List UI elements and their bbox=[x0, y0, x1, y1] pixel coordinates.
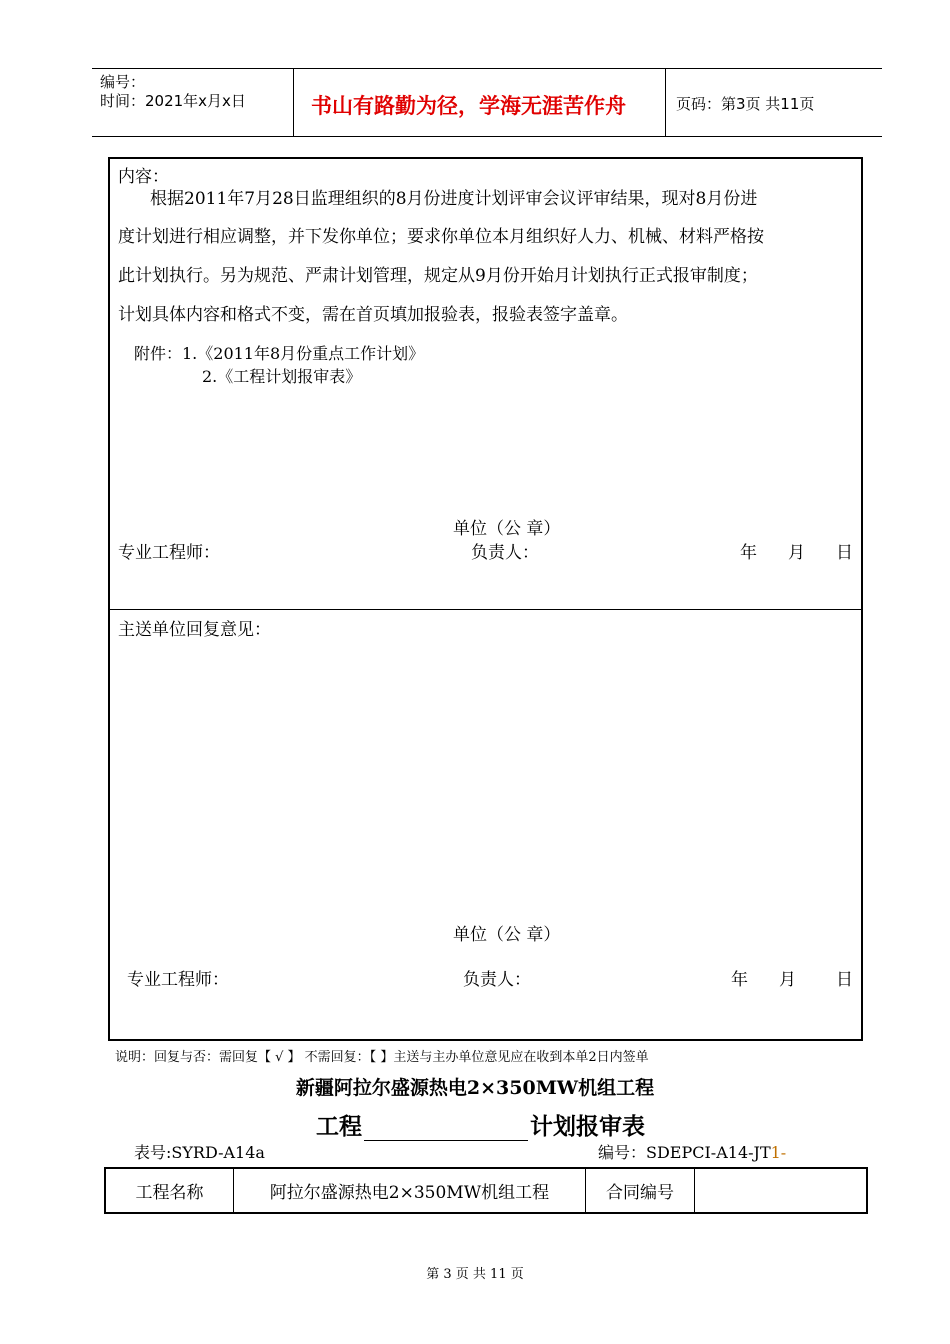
header-time-label: 时间：2021年x月x日 bbox=[100, 92, 246, 110]
footer-page-number: 第 3 页 共 11 页 bbox=[426, 1267, 524, 1282]
content-line-2: 度计划进行相应调整，并下发你单位；要求你单位本月组织好人力、机械、材料严格按 bbox=[118, 227, 764, 247]
content-line-4: 计划具体内容和格式不变，需在首页填加报验表，报验表签字盖章。 bbox=[118, 305, 628, 325]
unit-seal-bottom: 单位（公 章） bbox=[453, 925, 561, 945]
contract-number-label: 合同编号 bbox=[586, 1169, 695, 1212]
header-code-label: 编号： bbox=[100, 73, 146, 91]
serial-number bbox=[598, 1140, 786, 1163]
table-number: 表号:SYRD-A14a bbox=[134, 1143, 265, 1162]
day-label-bottom: 日 bbox=[836, 970, 853, 990]
serial-number-highlight: 1- bbox=[770, 1143, 787, 1162]
form-title-suffix: 计划报审表 bbox=[530, 1113, 645, 1140]
attachment-1: 附件：1.《2011年8月份重点工作计划》 bbox=[134, 344, 425, 363]
header-divider-left bbox=[293, 68, 294, 136]
attachment-2: 2.《工程计划报审表》 bbox=[202, 367, 362, 386]
project-title: 新疆阿拉尔盛源热电2×350MW机组工程 bbox=[295, 1077, 655, 1099]
header-top-rule bbox=[92, 68, 882, 69]
content-line-1: 根据2011年7月28日监理组织的8月份进度计划评审会议评审结果，现对8月份进 bbox=[150, 189, 758, 209]
project-name-label: 工程名称 bbox=[106, 1169, 234, 1212]
month-label-top: 月 bbox=[788, 543, 805, 563]
month-label-bottom: 月 bbox=[779, 970, 796, 990]
responsible-label-top: 负责人： bbox=[471, 543, 539, 563]
form-title bbox=[316, 1108, 645, 1141]
form-title-prefix: 工程 bbox=[316, 1113, 362, 1140]
responsible-label-bottom: 负责人： bbox=[463, 970, 531, 990]
reply-note: 说明：回复与否：需回复【 √ 】 不需回复：【 】主送与主办单位意见应在收到本单2日内签单 bbox=[115, 1050, 649, 1065]
content-label: 内容： bbox=[118, 167, 169, 187]
day-label-top: 日 bbox=[836, 543, 853, 563]
content-line-3: 此计划执行。另为规范、严肃计划管理，规定从9月份开始月计划执行正式报审制度； bbox=[118, 266, 758, 286]
reply-label: 主送单位回复意见： bbox=[118, 620, 271, 640]
info-table bbox=[104, 1167, 868, 1214]
header-bottom-rule bbox=[92, 136, 882, 137]
year-label-bottom: 年 bbox=[731, 970, 748, 990]
header-page-label: 页码：第3页 共11页 bbox=[676, 95, 815, 113]
project-name-blank[interactable] bbox=[364, 1114, 528, 1141]
year-label-top: 年 bbox=[740, 543, 757, 563]
form-section-divider bbox=[108, 609, 863, 610]
header-slogan: 书山有路勤为径，学海无涯苦作舟 bbox=[311, 94, 626, 118]
engineer-label-bottom: 专业工程师： bbox=[127, 970, 229, 990]
header-divider-right bbox=[665, 68, 666, 136]
contract-number-value[interactable] bbox=[695, 1169, 866, 1212]
serial-number-prefix: 编号：SDEPCI-A14-JT bbox=[598, 1143, 771, 1162]
engineer-label-top: 专业工程师： bbox=[118, 543, 220, 563]
form-box bbox=[108, 157, 863, 1041]
unit-seal-top: 单位（公 章） bbox=[453, 519, 561, 539]
project-name-value: 阿拉尔盛源热电2×350MW机组工程 bbox=[234, 1169, 586, 1212]
